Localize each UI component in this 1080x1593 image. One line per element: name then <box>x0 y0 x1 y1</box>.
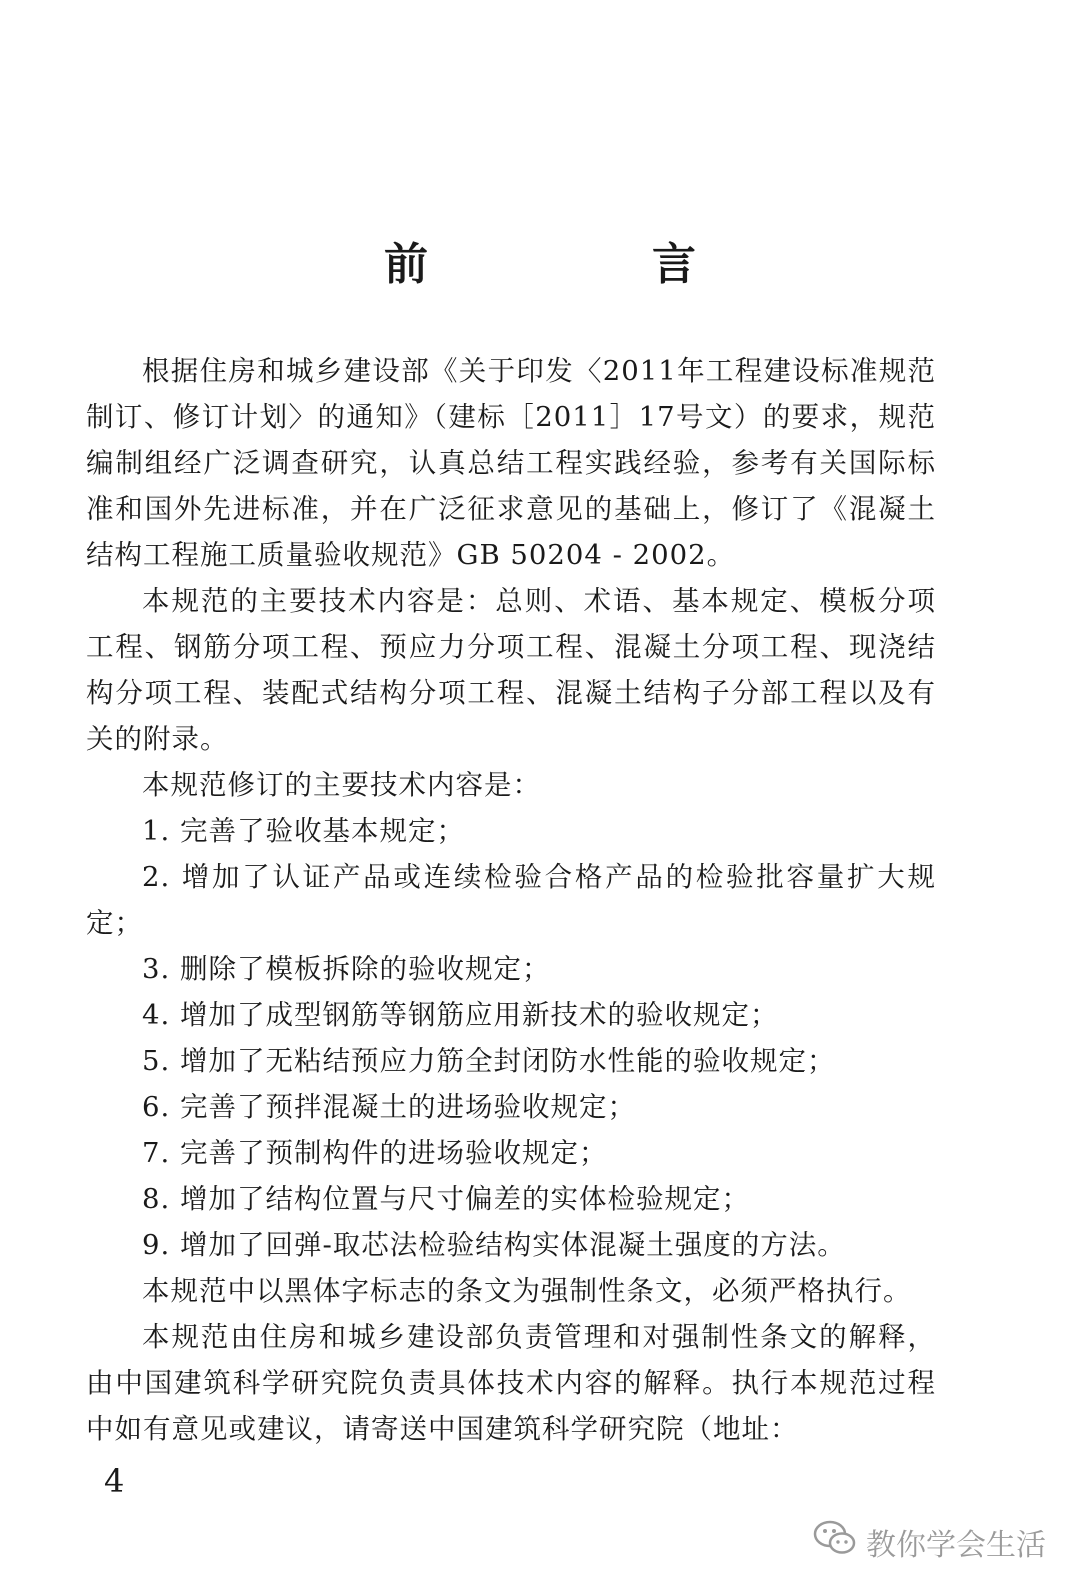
list-item: 5. 增加了无粘结预应力筋全封闭防水性能的验收规定； <box>142 1045 836 1077</box>
page-title: 前 言 <box>384 239 786 290</box>
paragraph-management: 本规范由住房和城乡建设部负责管理和对强制性条文的解释，由中国建筑科学研究院负责具体技术内容的解释。执行本规范过程中如有意见或建议，请寄送中国建筑科学研究院（地址： <box>86 1321 936 1445</box>
list-item: 9. 增加了回弹-取芯法检验结构实体混凝土强度的方法。 <box>142 1229 846 1261</box>
wechat-icon <box>812 1518 858 1566</box>
list-item: 1. 完善了验收基本规定； <box>142 815 465 847</box>
paragraph-mandatory: 本规范中以黑体字标志的条文为强制性条文，必须严格执行。 <box>142 1275 912 1307</box>
list-item: 4. 增加了成型钢筋等钢筋应用新技术的验收规定； <box>142 999 779 1031</box>
watermark <box>812 1518 1046 1566</box>
watermark-text: 教你学会生活 <box>866 1528 1046 1563</box>
body-text <box>86 348 936 1452</box>
list-item: 7. 完善了预制构件的进场验收规定； <box>142 1137 608 1169</box>
list-item: 2. 增加了认证产品或连续检验合格产品的检验批容量扩大规定； <box>86 861 936 939</box>
paragraph-intro: 根据住房和城乡建设部《关于印发〈2011年工程建设标准规范制订、修订计划〉的通知》（建标［2011］17号文）的要求，规范编制组经广泛调查研究，认真总结工程实践经验，参考有关国际标准和国外先进标准，并在广泛征求意见的基础上，修订了《混凝土结构工程施工质量验收规范》GB 50204 - 2002。 <box>86 355 936 571</box>
paragraph-main-content: 本规范的主要技术内容是：总则、术语、基本规定、模板分项工程、钢筋分项工程、预应力分项工程、混凝土分项工程、现浇结构分项工程、装配式结构分项工程、混凝土结构子分部工程以及有关的附录。 <box>86 585 936 755</box>
page-number: 4 <box>104 1462 125 1500</box>
list-item: 3. 删除了模板拆除的验收规定； <box>142 953 551 985</box>
list-item: 8. 增加了结构位置与尺寸偏差的实体检验规定； <box>142 1183 750 1215</box>
paragraph-revision-header: 本规范修订的主要技术内容是： <box>142 769 541 801</box>
list-item: 6. 完善了预拌混凝土的进场验收规定； <box>142 1091 636 1123</box>
